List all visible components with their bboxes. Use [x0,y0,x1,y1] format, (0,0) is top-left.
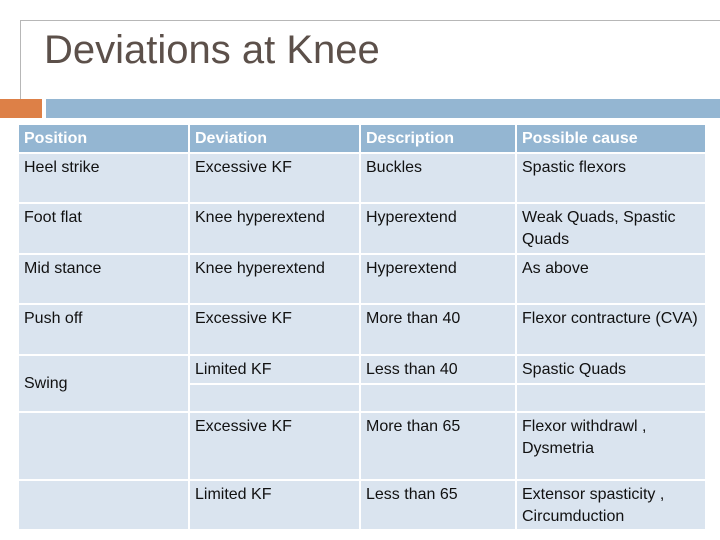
deviation-cell: Knee hyperextend [190,204,361,255]
deviation-cell: Knee hyperextend [190,255,361,305]
description-cell [361,385,517,413]
position-cell [19,481,190,531]
description-cell: Less than 40 [361,356,517,385]
cause-cell [517,385,707,413]
position-cell [19,413,190,481]
table-row [19,481,707,531]
cause-cell: As above [517,255,707,305]
deviation-cell: Excessive KF [190,305,361,356]
cause-cell: Extensor spasticity , Circumduction [517,481,707,531]
accent-bar-blue [46,99,720,118]
description-cell: Hyperextend [361,255,517,305]
position-cell-swing: Swing [19,356,190,413]
description-cell: Less than 65 [361,481,517,531]
deviation-cell: Limited KF [190,481,361,531]
header-deviation: Deviation [190,125,361,154]
table-row [19,255,707,305]
header-description: Description [361,125,517,154]
deviation-cell: Excessive KF [190,154,361,204]
table-header-row [19,125,707,154]
header-position: Position [19,125,190,154]
cause-cell: Spastic Quads [517,356,707,385]
cause-cell: Spastic flexors [517,154,707,204]
slide-title: Deviations at Knee [44,28,380,72]
header-possible-cause: Possible cause [517,125,707,154]
cause-cell: Weak Quads, Spastic Quads [517,204,707,255]
description-cell: Hyperextend [361,204,517,255]
deviation-cell: Limited KF [190,356,361,385]
cause-cell: Flexor withdrawl , Dysmetria [517,413,707,481]
table-row [19,305,707,356]
position-cell: Foot flat [19,204,190,255]
deviation-cell: Excessive KF [190,413,361,481]
table-row [19,356,707,385]
table-row [19,204,707,255]
deviation-cell [190,385,361,413]
cause-cell: Flexor contracture (CVA) [517,305,707,356]
accent-bar-orange [0,99,42,118]
position-cell: Mid stance [19,255,190,305]
description-cell: More than 40 [361,305,517,356]
table-row [19,413,707,481]
position-cell: Push off [19,305,190,356]
description-cell: Buckles [361,154,517,204]
deviations-table [19,125,707,531]
description-cell: More than 65 [361,413,517,481]
position-cell: Heel strike [19,154,190,204]
table-row [19,154,707,204]
